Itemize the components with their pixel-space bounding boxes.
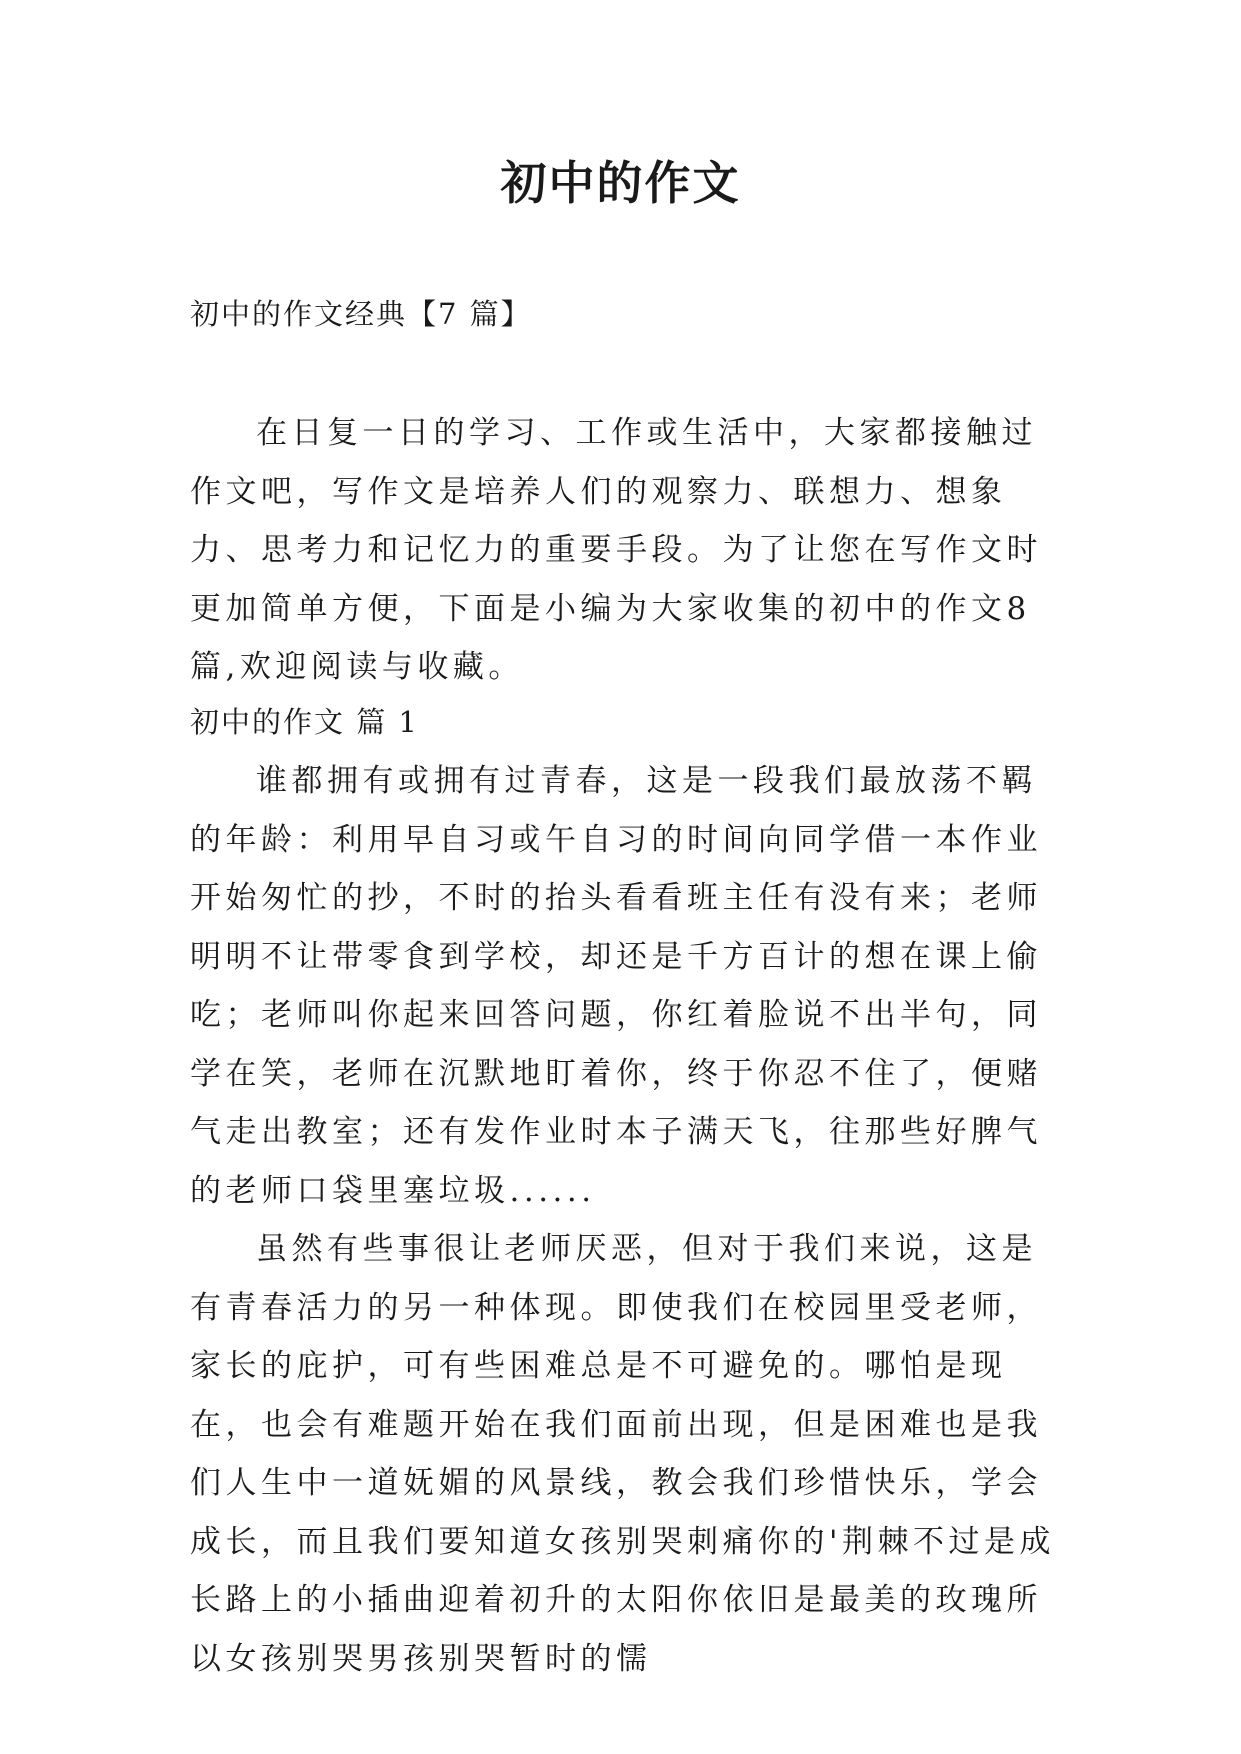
section-body [190, 752, 1060, 1688]
document-title: 初中的作文 [500, 156, 741, 210]
document-subtitle: 初中的作文经典【7 篇】 [190, 297, 532, 331]
intro-paragraph: 在日复一日的学习、工作或生活中，大家都接触过作文吧，写作文是培养人们的观察力、联想力、想象力、思考力和记忆力的重要手段。为了让您在写作文时更加简单方便，下面是小编为大家收集的初中的作文8 篇,欢迎阅读与收藏。 [190, 415, 1042, 685]
body-paragraph-1: 谁都拥有或拥有过青春，这是一段我们最放荡不羁的年龄：利用早自习或午自习的时间向同学借一本作业开始匆忙的抄，不时的抬头看看班主任有没有来；老师明明不让带零食到学校，却还是千方百计的想在课上偷吃；老师叫你起来回答问题，你红着脸说不出半句，同学在笑，老师在沉默地盯着你，终于你忍不住了，便赌气走出教室；还有发作业时本子满天飞，往那些好脾气的老师口袋里塞垃圾...... [190, 763, 1042, 1209]
section-heading: 初中的作文 篇 1 [190, 705, 419, 739]
body-paragraph-2: 虽然有些事很让老师厌恶，但对于我们来说，这是有青春活力的另一种体现。即使我们在校园里受老师，家长的庇护，可有些困难总是不可避免的。哪怕是现在，也会有难题开始在我们面前出现，但是困难也是我们人生中一道妩媚的风景线，教会我们珍惜快乐，学会成长，而且我们要知道女孩别哭刺痛你的'荆棘不过是成长路上的小插曲迎着初升的太阳你依旧是最美的玫瑰所以女孩别哭男孩别哭暂时的懦 [190, 1231, 1056, 1677]
